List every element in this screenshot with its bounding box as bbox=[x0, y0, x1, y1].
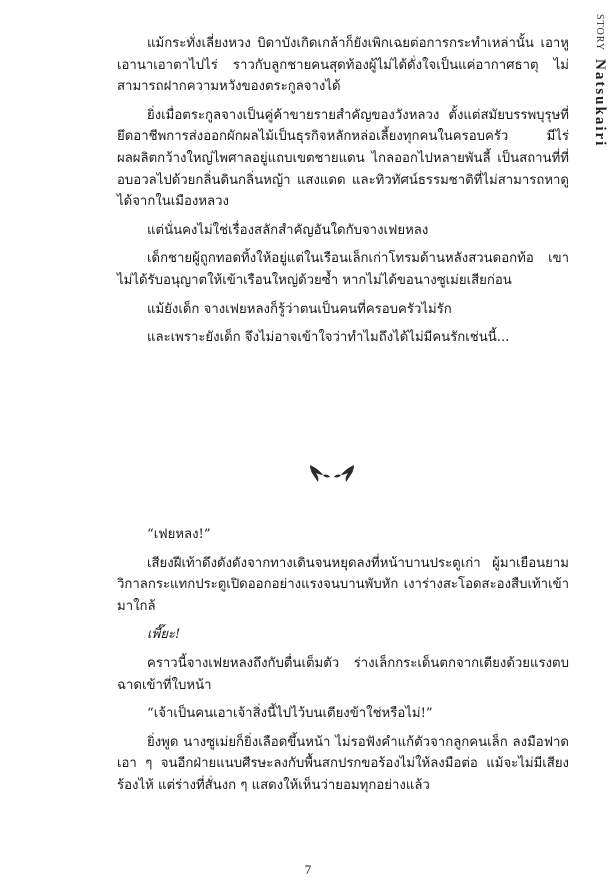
swallow-pair-icon bbox=[306, 462, 358, 484]
paragraph: เด็กชายผู้ถูกทอดทิ้งให้อยู่แต่ในเรือนเล็กเก่าโทรมด้านหลังสวนดอกท้อ เขาไม่ได้รับอนุญาตให้เข้าเรือนใหญ่ด้วยซ้ำ หากไม่ได้ขอนางซูเม่ยเสียก่อน bbox=[117, 251, 569, 288]
page-number: 7 bbox=[304, 862, 312, 877]
sound-effect: เพี๊ยะ! bbox=[147, 627, 181, 643]
paragraph: คราวนี้จางเฟยหลงถึงกับตื่นเต็มตัว ร่างเล็กกระเด็นตกจากเตียงด้วยแรงตบฉาดเข้าที่ใบหน้า bbox=[117, 655, 569, 693]
paragraph: แม้ยังเด็ก จางเฟยหลงก็รู้ว่าตนเป็นคนที่ครอบครัวไม่รัก bbox=[147, 301, 452, 317]
dialogue-line: “เจ้าเป็นคนเอาเจ้าสิ่งนี้ไปไว้บนเตียงข้าใช่หรือไม่!” bbox=[147, 706, 433, 722]
paragraph: และเพราะยังเด็ก จึงไม่อาจเข้าใจว่าทำไมถึงได้ไม่มีคนรักเช่นนี้... bbox=[147, 330, 510, 346]
paragraph: ยิ่งเมื่อตระกูลจางเป็นคู่ค้าขายรายสำคัญของวังหลวง ตั้งแต่สมัยบรรพบุรุษที่ยึดอาชีพการส่งออกผักผลไม้เป็นธุรกิจหลักหล่อเลี้ยงทุกคนในครอบครัว มีไร่ผลผลิตกว้างใหญ่ไพศาลอยู่แถบเขตชายแดน ไกลออกไปหลายพันลี้ เป็นสถานที่ที่อบอวลไปด้วยกลิ่นดินกลิ่นหญ้า แสงแดด และทิวทัศน์ธรรมชาติที่ไม่สามารถหาดูได้จากในเมืองหลวง bbox=[117, 107, 569, 210]
paragraph: เสียงฝีเท้าดึงดังดังจากทางเดินจนหยุดลงที่หน้าบานประตูเก่า ผู้มาเยือนยามวิกาลกระแทกประตูเปิดออกอย่างแรงจนบานพับหัก เงาร่างสะโอดสะองสืบเท้าเข้ามาใกล้ bbox=[117, 555, 569, 614]
text-section-2 bbox=[117, 524, 569, 804]
story-label: STORY bbox=[594, 14, 605, 52]
paragraph: แม้กระทั่งเลี่ยงหวง บิดาบังเกิดเกล้าก็ยังเพิกเฉยต่อการกระทำเหล่านั้น เอาหูเอานาเอาตาไปไร่ ราวกับลูกชายคนสุดท้องผู้ไม่ได้ดั่งใจเป็นแค่อากาศธาตุ ไม่สามารถฝากความหวังของตระกูลจางได้ bbox=[117, 36, 569, 95]
running-header bbox=[591, 14, 608, 147]
paragraph: ยิ่งพูด นางซูเม่ยก็ยิ่งเลือดขึ้นหน้า ไม่รอฟังคำแก้ตัวจากลูกคนเล็ก ลงมือฟาดเอา ๆ จนอีกฝ่ายแนบศีรษะลงกับพื้นสกปรกขอร้องไม่ให้ลงมือต่อ แม้จะไม่มีเสียงร้องไห้ แต่ร่างที่สั่นงก ๆ แสดงให้เห็นว่ายอมทุกอย่างแล้ว bbox=[117, 734, 569, 793]
author-name: Natsukairi bbox=[592, 59, 608, 148]
paragraph: แต่นั่นคงไม่ใช่เรื่องสลักสำคัญอันใดกับจางเฟยหลง bbox=[147, 222, 429, 238]
text-section-1 bbox=[117, 33, 569, 356]
dialogue-line: “เฟยหลง!” bbox=[147, 527, 211, 542]
